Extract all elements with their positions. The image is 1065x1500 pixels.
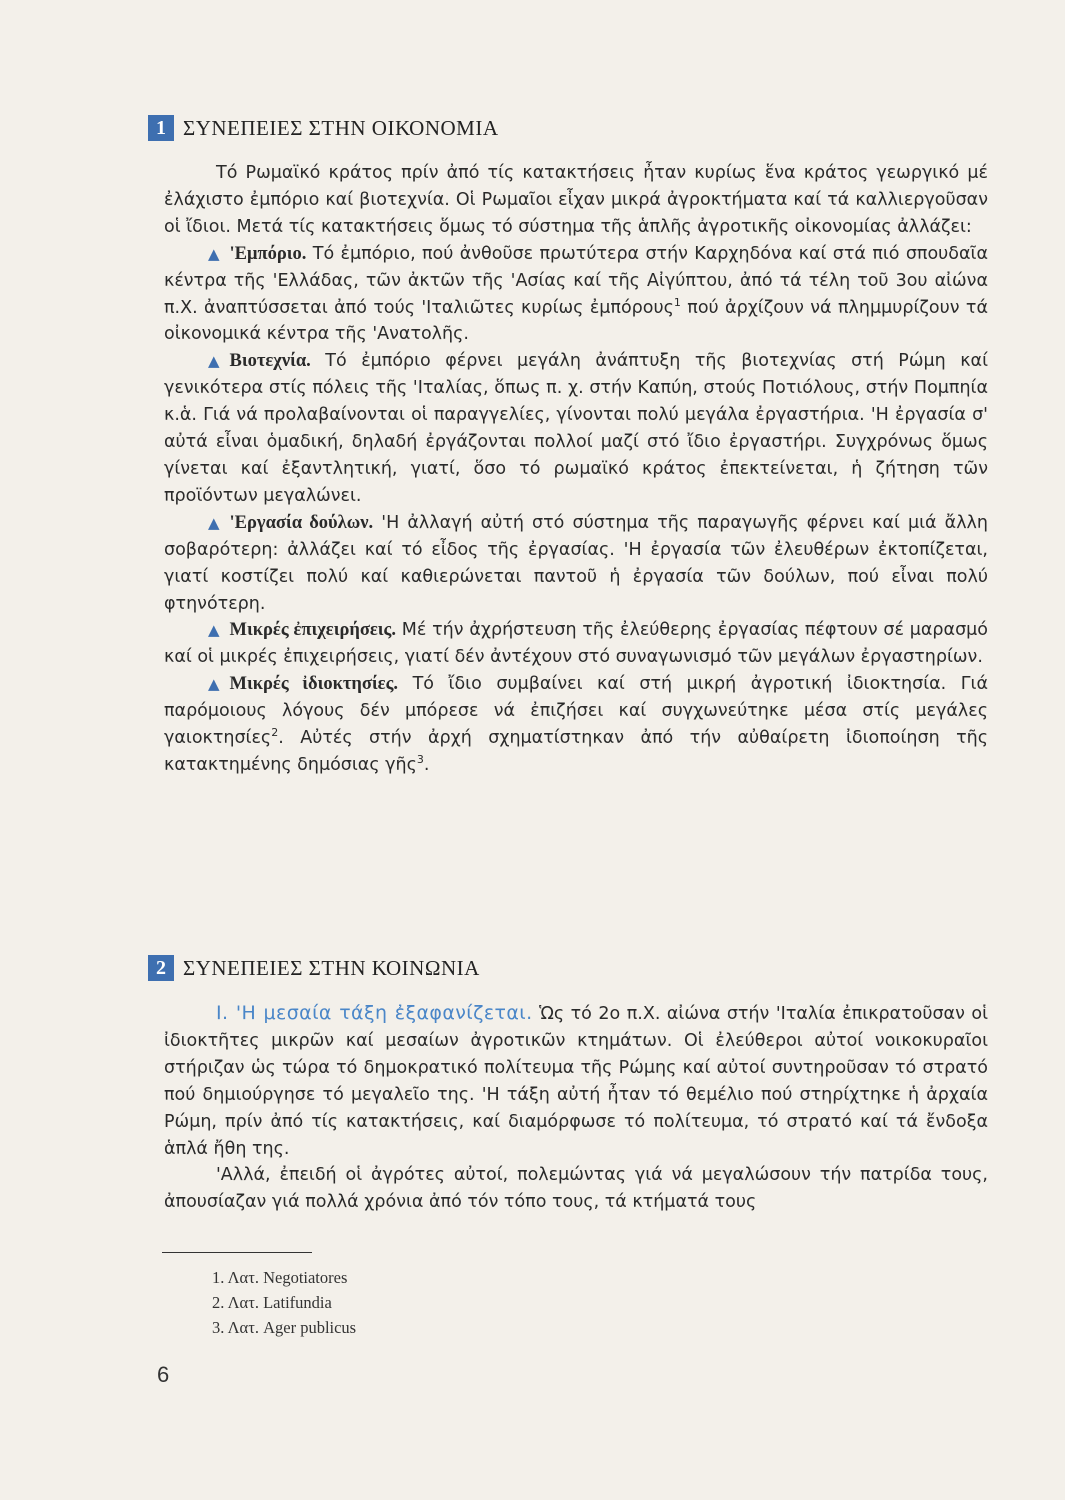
footnote-ref-3: 3 [416,753,424,767]
section-2-para-2: 'Αλλά, ἐπειδή οἱ ἀγρότες αὐτοί, πολεμώντας γιά νά μεγαλώσουν τήν πατρίδα τους, ἀπουσίαζαν γιά πολλά χρόνια ἀπό τόν τόπο τους, τά κτήματά τους [164,1165,988,1213]
footnote-divider [162,1252,312,1253]
triangle-bullet-icon: ▲ [208,513,220,532]
triangle-bullet-icon: ▲ [208,352,220,371]
item-small-property-text: Τό ἴδιο συμβαίνει καί στή μικρή ἀγροτική ἰδιοκτησία. Γιά παρόμοιους λόγους δέν μπόρεσε νά ἐπιζήσει καί συγχωνεύτηκε μέσα στίς μεγάλες γαιοκτησίες [164,674,988,749]
section-1-body [164,160,988,779]
footnote-ref-1: 1 [673,295,681,309]
triangle-bullet-icon: ▲ [208,244,220,263]
footnote-3: 3. Λατ. Ager publicus [212,1318,357,1337]
item-trade-keyword: 'Εμπόριο. [229,243,307,264]
page-number: 6 [157,1362,170,1387]
section-2-body [164,1000,988,1216]
footnote-1: 1. Λατ. Negotiatores [212,1268,348,1287]
item-small-property [164,671,988,779]
section-2-para-1-keyword: Ι. 'Η μεσαία τάξη ἐξαφανίζεται. [216,1002,533,1024]
item-slave-labor-text: 'Η ἀλλαγή αὐτή στό σύστημα τῆς παραγωγῆς φέρνει καί μιά ἄλλη σοβαρότερη: ἀλλάζει καί τό εἶδος τῆς ἐργασίας. 'Η ἐργασία τῶν ἐλευθέρων ἐκτοπίζεται, γιατί κοστίζει πολύ καί καθιερώνεται παντοῦ ἡ ἐργασία τῶν δούλων, πού εἶναι πολύ φτηνότερη. [164,512,989,614]
item-small-property-tail: . Αὐτές στήν ἀρχή σχηματίστηκαν ἀπό τήν αὐθαίρετη ἰδιοποίηση τῆς κατακτημένης δημόσιας γῆς [164,728,988,775]
item-small-business-keyword: Μικρές ἐπιχειρήσεις. [229,620,396,641]
item-trade-tail: πού ἀρχίζουν νά πλημμυρίζουν τά οἰκονομικά κέντρα τῆς 'Ανατολῆς. [164,297,988,345]
item-trade [164,241,988,349]
section-1-badge: 1 [148,115,174,141]
footnote-ref-2: 2 [271,726,279,740]
section-1-intro: Τό Ρωμαϊκό κράτος πρίν ἀπό τίς κατακτήσεις ἦταν κυρίως ἕνα κράτος γεωργικό μέ ἐλάχιστο ἐμπόριο καί βιοτεχνία. Οἱ Ρωμαῖοι εἶχαν μικρά ἀγροκτήματα καί τά καλλιεργοῦσαν οἱ ἴδιοι. Μετά τίς κατακτήσεις ὅμως τό σύστημα τῆς ἁπλῆς ἀγροτικῆς οἰκονομίας ἀλλάζει: [164,163,988,237]
section-1-heading [148,115,499,141]
section-2-para-1 [164,1000,988,1162]
section-2-para-1-text: Ὡς τό 2ο π.Χ. αἰώνα στήν 'Ιταλία ἐπικρατοῦσαν οἱ ἰδιοκτῆτες μικρῶν καί μεσαίων ἀγροτικῶν κτημάτων. Οἱ ἐλεύθεροι αὐτοί νοικοκυραῖοι στήριζαν ὡς τώρα τό δημοκρατικό πολίτευμα τῆς Ρώμης καί αὐτοί συντηροῦσαν τό στρατό πού δημιούργησε τό μεγαλεῖο της. 'Η τάξη αὐτή ἦταν τό θεμέλιο πού στηρίχτηκε ἡ ἀρχαία Ρώμη, πρίν ἀπό τίς κατακτήσεις, καί διαμόρφωσε τό πολίτευμα, τό στρατό καί τά ἔνδοξα ἁπλά ἤθη της. [164,1004,989,1159]
item-slave-labor-keyword: 'Εργασία δούλων. [229,512,374,533]
triangle-bullet-icon: ▲ [208,675,220,694]
triangle-bullet-icon: ▲ [208,621,220,640]
footnotes [212,1265,356,1340]
item-small-business [164,617,988,671]
section-2-heading [148,955,480,981]
item-crafts-keyword: Βιοτεχνία. [229,351,311,372]
item-crafts [164,348,988,509]
section-2-title: ΣΥΝΕΠΕΙΕΣ ΣΤΗΝ ΚΟΙΝΩΝΙΑ [183,955,480,980]
section-2-badge: 2 [148,955,174,981]
item-small-property-keyword: Μικρές ἰδιοκτησίες. [229,674,399,695]
item-trade-text: Τό ἐμπόριο, πού ἀνθοῦσε πρωτύτερα στήν Καρχηδόνα καί στά πιό σπουδαῖα κέντρα τῆς 'Ελλάδας, τῶν ἀκτῶν τῆς 'Ασίας καί τῆς Αἰγύπτου, ἀπό τά τέλη τοῦ 3ου αἰώνα π.Χ. ἀναπτύσσεται ἀπό τούς 'Ιταλιῶτες κυρίως ἐμπόρους [164,243,988,318]
section-1-title: ΣΥΝΕΠΕΙΕΣ ΣΤΗΝ ΟΙΚΟΝΟΜΙΑ [183,115,499,140]
item-slave-labor [164,510,988,618]
item-small-business-text: Μέ τήν ἀχρήστευση τῆς ἐλεύθερης ἐργασίας πέφτουν σέ μαρασμό καί οἱ μικρές ἐπιχειρήσεις, γιατί δέν ἀντέχουν στό συναγωνισμό τῶν μεγάλων ἐργαστηρίων. [164,620,988,668]
item-small-property-tail2: . [423,754,430,775]
footnote-2: 2. Λατ. Latifundia [212,1293,332,1312]
item-crafts-text: Τό ἐμπόριο φέρνει μεγάλη ἀνάπτυξη τῆς βιοτεχνίας στή Ρώμη καί γενικότερα στίς πόλεις τῆς 'Ιταλίας, ὅπως π. χ. στήν Καπύη, στούς Ποτιόλους, στήν Πομπηία κ.ἁ. Γιά νά προλαβαίνονται οἱ παραγγελίες, γίνονται πολύ μεγάλα ἐργαστήρια. 'Η ἐργασία σ' αὐτά εἶναι ὁμαδική, δηλαδή ἐργάζονται πολλοί μαζί στό ἴδιο ἐργαστήρι. Συγχρόνως ὅμως γίνεται καί ἐξαντλητική, γιατί, ὅσο τό ρωμαϊκό κράτος ἐπεκτείνεται, ἡ ζήτηση τῶν προϊόντων μεγαλώνει. [164,351,988,506]
